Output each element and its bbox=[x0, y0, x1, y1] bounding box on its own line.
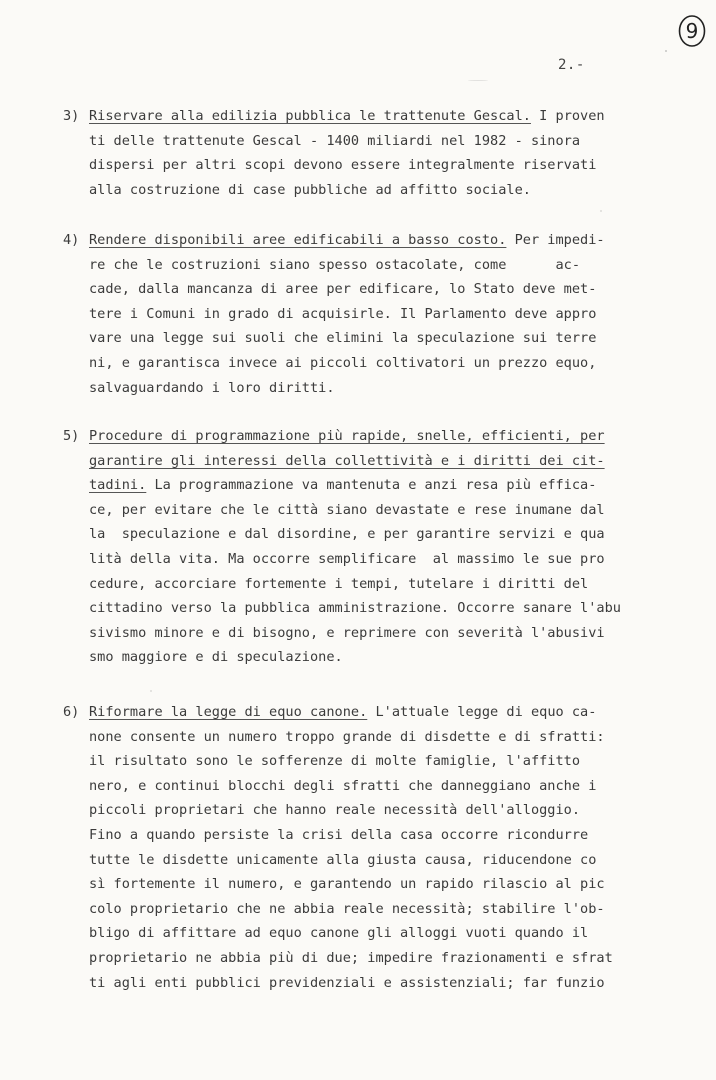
text-segment: ni, e garantisca invece ai piccoli coltivatori un prezzo equo, bbox=[89, 355, 597, 371]
text-segment: tutte le disdette unicamente alla giusta causa, riducendone co bbox=[89, 851, 597, 868]
item-number: 4) bbox=[63, 232, 80, 248]
paper-speck bbox=[600, 210, 602, 212]
underlined-heading: Riformare la legge di equo canone. bbox=[89, 704, 368, 720]
text-segment: Fino a quando persiste la crisi della casa occorre ricondurre bbox=[89, 827, 589, 843]
text-line bbox=[89, 253, 580, 277]
item-number: 3) bbox=[63, 108, 80, 124]
text-segment: I proven bbox=[530, 108, 605, 124]
text-line bbox=[89, 823, 588, 847]
text-line bbox=[89, 749, 580, 773]
underlined-heading: Procedure di programmazione più rapide, snelle, efficienti, per bbox=[89, 428, 605, 444]
text-segment: ce, per evitare che le città siano devastate e rese inumane dal bbox=[89, 501, 605, 518]
text-line bbox=[89, 700, 596, 724]
text-segment: sivismo minore e di bisogno, e reprimere con severità l'abusivi bbox=[89, 624, 605, 641]
text-segment: Per impedi- bbox=[506, 232, 605, 248]
item-number: 5) bbox=[63, 428, 80, 444]
text-line bbox=[89, 376, 335, 400]
paper-speck bbox=[665, 50, 667, 52]
text-segment: colo proprietario che ne abbia reale necessità; stabilire l'ob- bbox=[89, 900, 605, 917]
text-segment: vare una legge sui suoli che elimini la speculazione sui terre bbox=[89, 330, 597, 347]
text-line bbox=[89, 326, 596, 350]
text-line bbox=[89, 522, 605, 546]
text-segment: smo maggiore e di speculazione. bbox=[89, 649, 343, 666]
text-segment: re che le costruzioni siano spesso ostacolate, come ac- bbox=[89, 256, 581, 273]
text-line bbox=[89, 774, 596, 798]
text-line bbox=[89, 798, 580, 822]
text-segment: ti delle trattenute Gescal - 1400 miliardi nel 1982 - sinora bbox=[89, 132, 581, 149]
text-segment: tere i Comuni in grado di acquisirle. Il Parlamento deve appro bbox=[89, 305, 597, 322]
underlined-heading: Rendere disponibili aree edificabili a basso costo. bbox=[89, 232, 507, 248]
text-line bbox=[89, 129, 580, 153]
text-line bbox=[89, 424, 605, 448]
text-segment: cedure, accorciare fortemente i tempi, tutelare i diritti del bbox=[89, 575, 589, 592]
text-segment: bligo di affittare ad equo canone gli alloggi vuoti quando il bbox=[89, 925, 589, 942]
text-line bbox=[89, 351, 596, 375]
text-line bbox=[89, 848, 596, 872]
text-segment: L'attuale legge di equo ca- bbox=[367, 704, 597, 720]
text-line bbox=[89, 596, 621, 620]
text-line bbox=[89, 645, 343, 669]
page-number: 2.- bbox=[558, 57, 585, 73]
text-line bbox=[89, 946, 613, 970]
text-line bbox=[89, 153, 596, 177]
text-segment: lità della vita. Ma occorre semplificare al massimo le sue pro bbox=[89, 551, 605, 567]
text-segment: ti agli enti pubblici previdenziali e assistenziali; far funzio bbox=[89, 974, 605, 991]
text-segment: nero, e continui blocchi degli sfratti che danneggiano anche i bbox=[89, 777, 597, 794]
underlined-heading: tadini. bbox=[89, 477, 147, 494]
text-segment: cade, dalla mancanza di aree per edificare, lo Stato deve met- bbox=[89, 281, 597, 298]
text-line bbox=[89, 547, 605, 571]
text-line bbox=[89, 921, 588, 945]
underlined-heading: Riservare alla edilizia pubblica le trattenute Gescal. bbox=[89, 108, 531, 124]
text-line bbox=[89, 572, 588, 596]
text-line bbox=[89, 277, 596, 301]
text-segment: La programmazione va mantenuta e anzi resa più effica- bbox=[146, 477, 597, 494]
circled-number-icon bbox=[677, 14, 707, 48]
text-segment: proprietario ne abbia più di due; impedire frazionamenti e sfrat bbox=[89, 950, 613, 966]
text-line bbox=[89, 473, 596, 497]
page-stamp bbox=[677, 14, 707, 48]
text-segment: salvaguardando i loro diritti. bbox=[89, 379, 335, 396]
text-line bbox=[89, 228, 605, 252]
text-segment: il risultato sono le sofferenze di molte famiglie, l'affitto bbox=[89, 753, 581, 770]
text-line bbox=[89, 725, 605, 749]
text-line bbox=[89, 872, 605, 896]
text-line bbox=[89, 104, 605, 128]
text-segment: cittadino verso la pubblica amministrazione. Occorre sanare l'abu bbox=[89, 600, 621, 617]
text-segment: none consente un numero troppo grande di disdette e di sfratti: bbox=[89, 728, 605, 745]
text-line bbox=[89, 302, 596, 326]
stamp-number: 9 bbox=[685, 19, 699, 43]
text-line bbox=[89, 621, 605, 645]
text-line bbox=[89, 449, 605, 473]
text-segment: alla costruzione di case pubbliche ad affitto sociale. bbox=[89, 181, 531, 198]
text-line bbox=[89, 178, 531, 202]
text-segment: dispersi per altri scopi devono essere integralmente riservati bbox=[89, 157, 597, 174]
text-segment: sì fortemente il numero, e garantendo un rapido rilascio al pic bbox=[89, 876, 605, 893]
paper-speck bbox=[468, 80, 488, 81]
text-line bbox=[89, 897, 605, 921]
paper-speck bbox=[150, 690, 152, 692]
text-line bbox=[89, 498, 605, 522]
item-number: 6) bbox=[63, 704, 80, 720]
underlined-heading: garantire gli interessi della collettività e i diritti dei cit- bbox=[89, 452, 605, 469]
text-segment: la speculazione e dal disordine, e per garantire servizi e qua bbox=[89, 526, 605, 543]
text-line bbox=[89, 971, 605, 995]
text-segment: piccoli proprietari che hanno reale necessità dell'alloggio. bbox=[89, 802, 581, 819]
